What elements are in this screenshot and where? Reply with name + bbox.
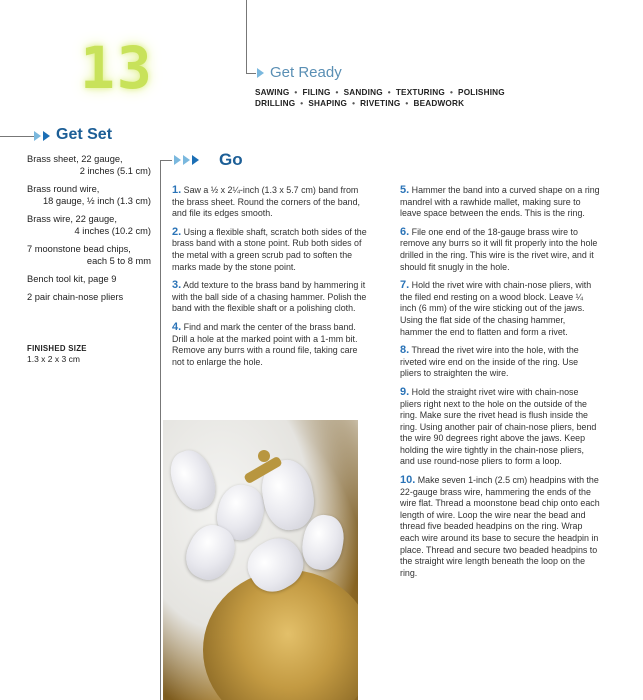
step-item: 10. Make seven 1-inch (2.5 cm) headpins with the 22-gauge brass wire, hammering the ends of the wire flat. Thread a moonstone bead chip onto each length of wire. Loop the wire near the bead and thread five beaded headpins on the ring. Wrap each wire around its base to secure the headpin in place. Thread and secure two beaded headpins to the straight wire length beneath the loop on the ring.: [400, 474, 600, 578]
tools-line-2: DRILLING • SHAPING • RIVETING • BEADWORK: [255, 99, 465, 108]
get-ready-tools: [255, 87, 555, 109]
step-item: 9. Hold the straight rivet wire with chain-nose pliers right next to the hole on the outside of the ring. Make sure the rivet head is flush inside the ring. Using another pair of chain-nose pliers, bend the wire 90 degrees right above the jaws. Keep holding the wire tightly in the chain-nose pliers, and use round-nose pliers to form a loop.: [400, 385, 597, 467]
finished-size-value: 1.3 x 2 x 3 cm: [27, 354, 80, 364]
step-item: 5. Hammer the band into a curved shape on a ring mandrel with a rawhide mallet, making sure to leave space between the ends. This is the ring.: [400, 184, 600, 219]
step-item: 6. File one end of the 18-gauge brass wire to remove any burrs so it will fit properly into the hole drilled in the ring. This wire is the rivet wire, and it should fit snugly in the hole.: [400, 225, 598, 272]
step-item: 3. Add texture to the brass band by hammering it with the ball side of a chasing hammer. Polish the band with the flexible shaft or a polishing cloth.: [172, 279, 367, 314]
go-title: Go: [219, 150, 243, 169]
step-item: 2. Using a flexible shaft, scratch both sides of the brass band with a stone point. Rub both sides of the metal with a green scrub pad to soften the marks made by the stone point.: [172, 225, 367, 272]
step-item: 1. Saw a ½ x 2¼-inch (1.3 x 5.7 cm) band from the brass sheet. Round the corners of the band, and file its edges smooth.: [172, 184, 360, 219]
divider-line: [246, 0, 247, 73]
list-item: Brass round wire, 18 gauge, ½ inch (1.3 cm): [27, 184, 151, 206]
divider-line: [246, 73, 256, 74]
arrow-icon: [174, 155, 199, 165]
step-item: 8. Thread the rivet wire into the hole, with the riveted wire end on the inside of the ring. Use pliers to straighten the wire.: [400, 344, 579, 379]
divider-line: [160, 160, 172, 161]
arrow-icon: [257, 68, 264, 78]
get-ready-title: Get Ready: [270, 64, 342, 81]
get-set-title: Get Set: [56, 126, 113, 143]
arrow-icon: [34, 131, 50, 141]
steps-column-2: [400, 185, 600, 586]
step-item: 7. Hold the rivet wire with chain-nose pliers, with the filed end resting on a wood block. Leave ¼ inch (6 mm) of the wire sticking out of the jaws. Using the flat side of the chasing hammer, hammer the end to flatten and form a rivet.: [400, 279, 592, 337]
divider-line: [160, 160, 161, 700]
divider-line: [0, 136, 34, 137]
page-number: 13: [80, 34, 154, 102]
finished-size: [27, 343, 87, 365]
list-item: Brass sheet, 22 gauge, 2 inches (5.1 cm): [27, 154, 151, 176]
list-item: Bench tool kit, page 9: [27, 274, 117, 284]
step-item: 4. Find and mark the center of the brass band. Drill a hole at the marked point with a 1-mm bit. Remove any burrs with a round file, taking care not to enlarge the hole.: [172, 320, 358, 367]
steps-column-1: [172, 185, 372, 375]
finished-size-label: FINISHED SIZE: [27, 344, 87, 353]
materials-list: [27, 153, 159, 309]
headpin: [258, 450, 270, 462]
ring-photo: [163, 420, 358, 700]
list-item: 2 pair chain-nose pliers: [27, 292, 124, 302]
list-item: 7 moonstone bead chips, each 5 to 8 mm: [27, 244, 151, 266]
tools-line-1: SAWING • FILING • SANDING • TEXTURING • POLISHING: [255, 88, 505, 97]
list-item: Brass wire, 22 gauge, 4 inches (10.2 cm): [27, 214, 151, 236]
